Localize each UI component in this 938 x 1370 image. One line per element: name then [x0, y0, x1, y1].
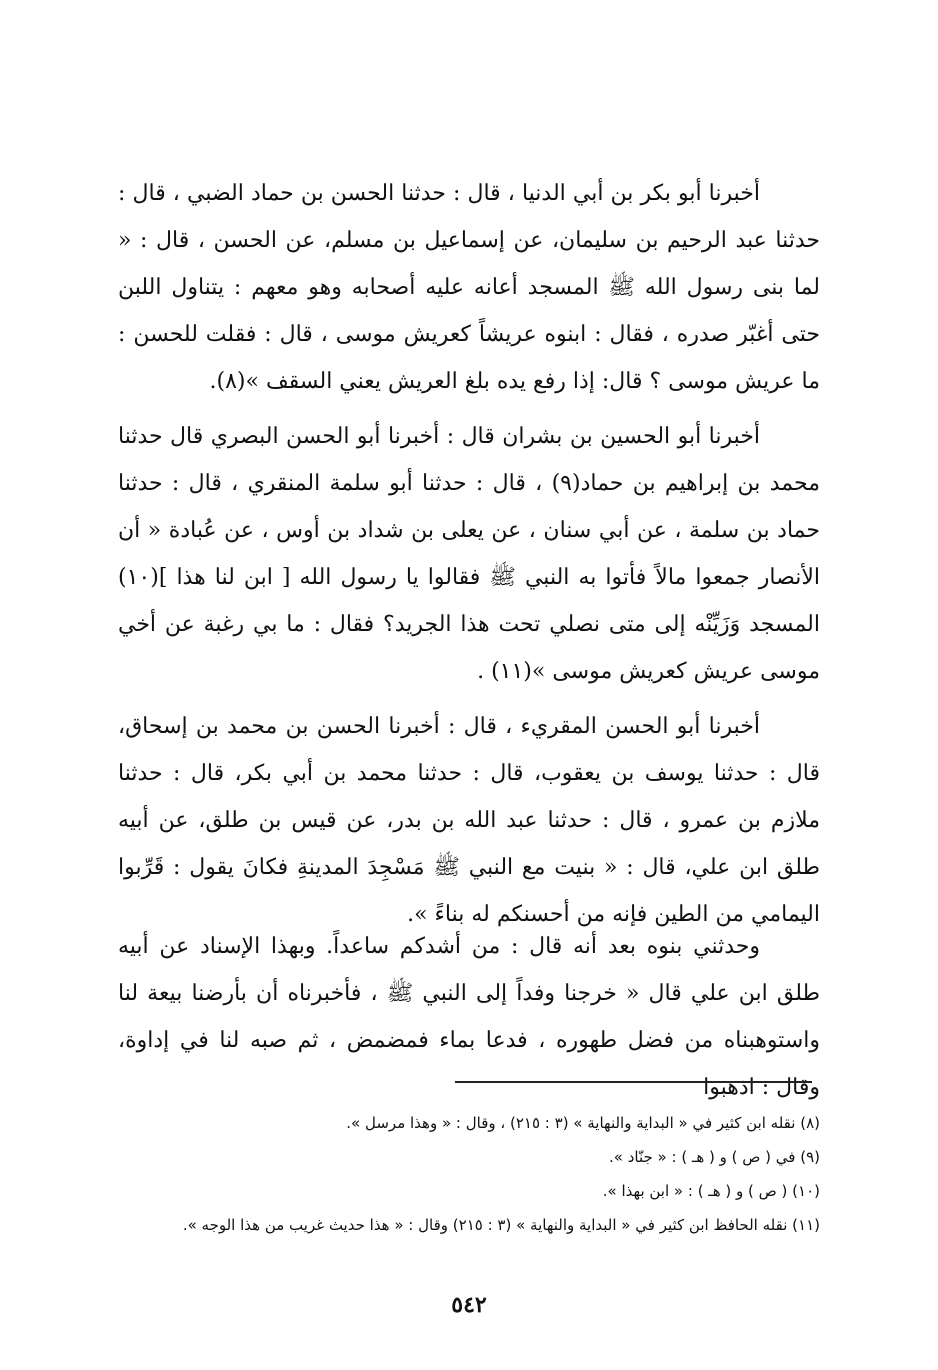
paragraph-3-text: أخبرنا أبو الحسن المقريء ، قال : أخبرنا الحسن بن محمد بن إسحاق، قال : حدثنا يوسف بن يعقوب، قال : حدثنا محمد بن أبي بكر، قال : حدثنا ملازم بن عمرو ، قال : حدثنا عبد الله بن بدر، عن قيس بن طلق، عن أبيه طلق ابن علي، قال : « بنيت مع النبي ﷺ مَسْجِدَ المدينةِ فكانَ يقول : قَرِّبوا اليمامي من الطين فإنه من أحسنكم له بناءً ». — [118, 714, 820, 927]
paragraph-2-text: أخبرنا أبو الحسين بن بشران قال : أخبرنا أبو الحسن البصري قال حدثنا محمد بن إبراهيم بن حماد(٩) ، قال : حدثنا أبو سلمة المنقري ، قال : حدثنا حماد بن سلمة ، عن أبي سنان ، عن يعلى بن شداد بن أوس ، عن عُبادة « أن الأنصار جمعوا مالاً فأتوا به النبي ﷺ فقالوا يا رسول الله [ ابن لنا هذا ](١٠) المسجد وَزَيِّنْه إلى متى نصلي تحت هذا الجريد؟ فقال : ما بي رغبة عن أخي موسى عريش كعريش موسى »(١١) . — [118, 424, 820, 684]
page-number: ٥٤٢ — [451, 1292, 487, 1318]
paragraph-1-text: أخبرنا أبو بكر بن أبي الدنيا ، قال : حدثنا الحسن بن حماد الضبي ، قال : حدثنا عبد الرحيم بن سليمان، عن إسماعيل بن مسلم، عن الحسن ، قال : « لما بنى رسول الله ﷺ المسجد أعانه عليه أصحابه وهو معهم : يتناول اللبن حتى أغبّر صدره ، فقال : ابنوه عريشاً كعريش موسى ، قال : فقلت للحسن : ما عريش موسى ؟ قال: إذا رفع يده بلغ العريش يعني السقف »(٨). — [118, 181, 820, 394]
footnote-divider — [455, 1081, 812, 1083]
footnote-11: (١١) نقله الحافظ ابن كثير في « البداية والنهاية » (٣ : ٢١٥) وقال : « هذا حديث غريب من هذا الوجه ». — [182, 1216, 820, 1234]
footnotes — [90, 1106, 820, 1242]
footnote-10: (١٠) ( ص ) و ( هـ ) : « ابن بهذا ». — [602, 1182, 820, 1200]
paragraph-2 — [118, 413, 820, 695]
paragraph-4-text: وحدثني بنوه بعد أنه قال : من أشدكم ساعداً. وبهذا الإسناد عن أبيه طلق ابن علي قال « خرجنا وفداً إلى النبي ﷺ ، فأخبرناه أن بأرضنا بيعة لنا واستوهبناه من فضل طهوره ، فدعا بماء فمضمض ، ثم صبه لنا في إداوة، وقال : اذهبوا — [118, 934, 820, 1100]
paragraph-1 — [118, 170, 820, 405]
paragraph-3 — [118, 703, 820, 938]
footnote-8: (٨) نقله ابن كثير في « البداية والنهاية » (٣ : ٢١٥) ، وقال : « وهذا مرسل ». — [346, 1114, 820, 1132]
footnote-9: (٩) في ( ص ) و ( هـ ) : « جنّاد ». — [609, 1148, 820, 1166]
